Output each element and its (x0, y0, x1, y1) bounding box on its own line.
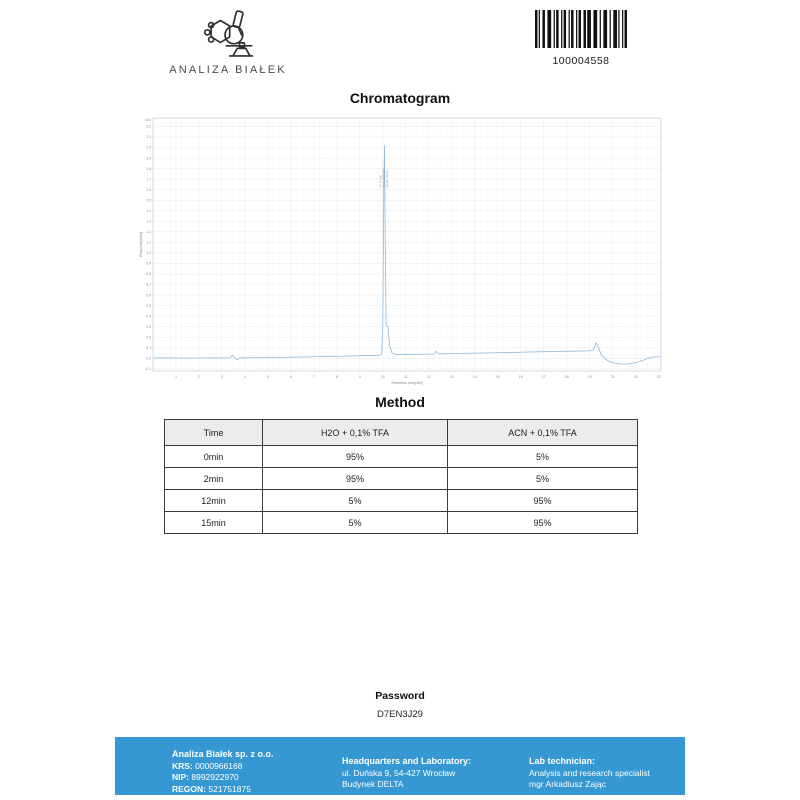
chromatogram-title: Chromatogram (349, 90, 451, 106)
svg-text:1.9: 1.9 (146, 156, 151, 161)
barcode-bar (561, 10, 562, 48)
method-table-cell: 2min (165, 468, 263, 490)
method-table-header-cell: H2O + 0,1% TFA (263, 420, 448, 446)
method-table-cell: 5% (448, 468, 638, 490)
barcode-bar (625, 10, 627, 48)
method-table (164, 419, 638, 534)
svg-text:0.7: 0.7 (146, 282, 151, 287)
method-table-cell: 5% (263, 512, 448, 534)
method-table-head (165, 420, 638, 446)
footer-regon (172, 784, 274, 796)
svg-text:20: 20 (610, 375, 615, 379)
chromatogram-trace (153, 145, 661, 364)
svg-text:15: 15 (495, 375, 500, 379)
svg-text:1.4: 1.4 (146, 208, 151, 213)
method-table-header-row (165, 420, 638, 446)
footer-hq-address: ul. Duńska 9, 54-427 Wrocław (342, 767, 456, 778)
chart-gridlines (153, 118, 661, 371)
svg-text:22: 22 (656, 375, 661, 379)
peak-annotation-line: Area%: 100.00 (385, 170, 389, 188)
svg-text:1.8: 1.8 (146, 166, 151, 171)
svg-text:1.2: 1.2 (146, 230, 151, 235)
method-table-row (165, 490, 638, 512)
method-table-header-cell: Time (165, 420, 263, 446)
svg-text:3: 3 (220, 375, 223, 379)
svg-text:21: 21 (633, 375, 638, 379)
svg-text:2.2: 2.2 (146, 124, 151, 129)
barcode-bar (539, 10, 540, 48)
method-table-row (165, 512, 638, 534)
footer-krs-value: 0000966168 (195, 760, 243, 771)
barcode-bar (600, 10, 601, 48)
barcode-bar (542, 10, 544, 48)
logo (163, 6, 293, 76)
barcode-bar (564, 10, 566, 48)
svg-text:16: 16 (518, 375, 523, 379)
method-table-cell: 95% (263, 446, 448, 468)
svg-text:10: 10 (380, 375, 385, 379)
svg-text:14: 14 (472, 375, 477, 379)
svg-text:0.8: 0.8 (146, 272, 151, 277)
footer-hq-building: Budynek DELTA (342, 779, 404, 789)
barcode-bars (535, 10, 627, 48)
barcode-number: 100004558 (552, 55, 610, 67)
method-table-cell: 95% (263, 468, 448, 490)
password-label: Password (375, 690, 425, 702)
y-axis-multiplier: x10¹ (144, 118, 151, 122)
barcode-bar (554, 10, 555, 48)
svg-text:1.3: 1.3 (146, 219, 151, 224)
barcode-bar (593, 10, 597, 48)
svg-text:0.0: 0.0 (146, 356, 151, 361)
barcode-bar (571, 10, 573, 48)
x-axis-label: Retention time[min] (391, 381, 423, 385)
barcode-bar (622, 10, 623, 48)
footer-krs (172, 761, 274, 773)
y-axis-label: Response[mAU] (139, 232, 143, 257)
svg-text:12: 12 (426, 375, 431, 379)
svg-text:0.4: 0.4 (146, 314, 151, 319)
footer-tech-role: Analysis and research specialist (529, 767, 650, 778)
svg-text:7: 7 (312, 375, 315, 379)
svg-text:1.6: 1.6 (146, 187, 151, 192)
svg-text:13: 13 (449, 375, 454, 379)
footer-tech-name: mgr Arkadiusz Zając (529, 779, 606, 789)
footer-company-name: Analiza Białek sp. z o.o. (172, 749, 274, 759)
logo-text: ANALIZA BIAŁEK (169, 64, 287, 76)
svg-text:1.0: 1.0 (146, 251, 151, 256)
svg-text:11: 11 (403, 375, 408, 379)
svg-text:19: 19 (587, 375, 592, 379)
svg-text:0.3: 0.3 (146, 324, 151, 329)
method-table-cell: 5% (263, 490, 448, 512)
svg-text:1.5: 1.5 (146, 198, 151, 203)
svg-text:0.2: 0.2 (146, 335, 151, 340)
microscope-molecule-icon (201, 6, 255, 62)
method-table-row (165, 446, 638, 468)
barcode-bar (603, 10, 607, 48)
footer-technician (529, 756, 650, 791)
svg-text:8: 8 (335, 375, 338, 379)
footer-regon-label: REGON: (172, 783, 206, 794)
barcode-bar (576, 10, 577, 48)
peak-annotation-line: RT: 10.060 (379, 175, 383, 188)
svg-text:6: 6 (289, 375, 292, 379)
svg-text:5: 5 (266, 375, 269, 379)
svg-text:-0.1: -0.1 (145, 367, 151, 372)
footer-headquarters (342, 756, 471, 791)
svg-text:1: 1 (174, 375, 177, 379)
svg-text:2: 2 (197, 375, 200, 379)
method-table-row (165, 468, 638, 490)
svg-text:0.6: 0.6 (146, 293, 151, 298)
method-table-cell: 15min (165, 512, 263, 534)
method-table-cell: 95% (448, 490, 638, 512)
svg-text:1.1: 1.1 (146, 240, 151, 245)
barcode-bar (535, 10, 537, 48)
chart-series-line (153, 145, 661, 364)
svg-text:2.1: 2.1 (146, 135, 151, 140)
barcode-bar (579, 10, 581, 48)
barcode-bar (556, 10, 558, 48)
chromatogram-chart (138, 108, 670, 390)
svg-text:0.1: 0.1 (146, 346, 151, 351)
barcode-bar (613, 10, 617, 48)
password-section (0, 690, 800, 720)
footer (115, 737, 685, 795)
chart-peak-annotation (378, 168, 388, 188)
method-table-cell: 5% (448, 446, 638, 468)
svg-text:1.7: 1.7 (146, 177, 151, 182)
footer-nip (172, 772, 274, 784)
footer-company (172, 749, 274, 795)
method-table-cell: 12min (165, 490, 263, 512)
footer-krs-label: KRS: (172, 760, 193, 771)
footer-tech-title: Lab technician: (529, 756, 596, 766)
method-table-cell: 95% (448, 512, 638, 534)
barcode-bar (587, 10, 591, 48)
barcode-bar (547, 10, 551, 48)
barcode-bar (583, 10, 585, 48)
footer-nip-label: NIP: (172, 772, 189, 782)
peak-annotation-line: Area: 7068.5293 (382, 168, 386, 188)
svg-text:2.0: 2.0 (146, 145, 151, 150)
barcode (531, 10, 631, 67)
barcode-bar (610, 10, 611, 48)
svg-text:18: 18 (564, 375, 569, 379)
svg-text:0.9: 0.9 (146, 261, 151, 266)
footer-hq-title: Headquarters and Laboratory: (342, 756, 472, 766)
password-value: D7EN3J29 (377, 709, 423, 720)
method-title: Method (375, 394, 425, 410)
barcode-bar (618, 10, 619, 48)
barcode-bar (569, 10, 570, 48)
svg-text:0.5: 0.5 (146, 303, 151, 308)
svg-text:9: 9 (358, 375, 361, 379)
svg-text:17: 17 (541, 375, 546, 379)
method-table-cell: 0min (165, 446, 263, 468)
chromatogram-section (138, 108, 670, 390)
footer-regon-value: 521751875 (208, 783, 251, 794)
method-table-body (165, 446, 638, 534)
method-table-header-cell: ACN + 0,1% TFA (448, 420, 638, 446)
footer-nip-value: 8992922970 (191, 772, 239, 782)
svg-text:4: 4 (243, 375, 246, 379)
